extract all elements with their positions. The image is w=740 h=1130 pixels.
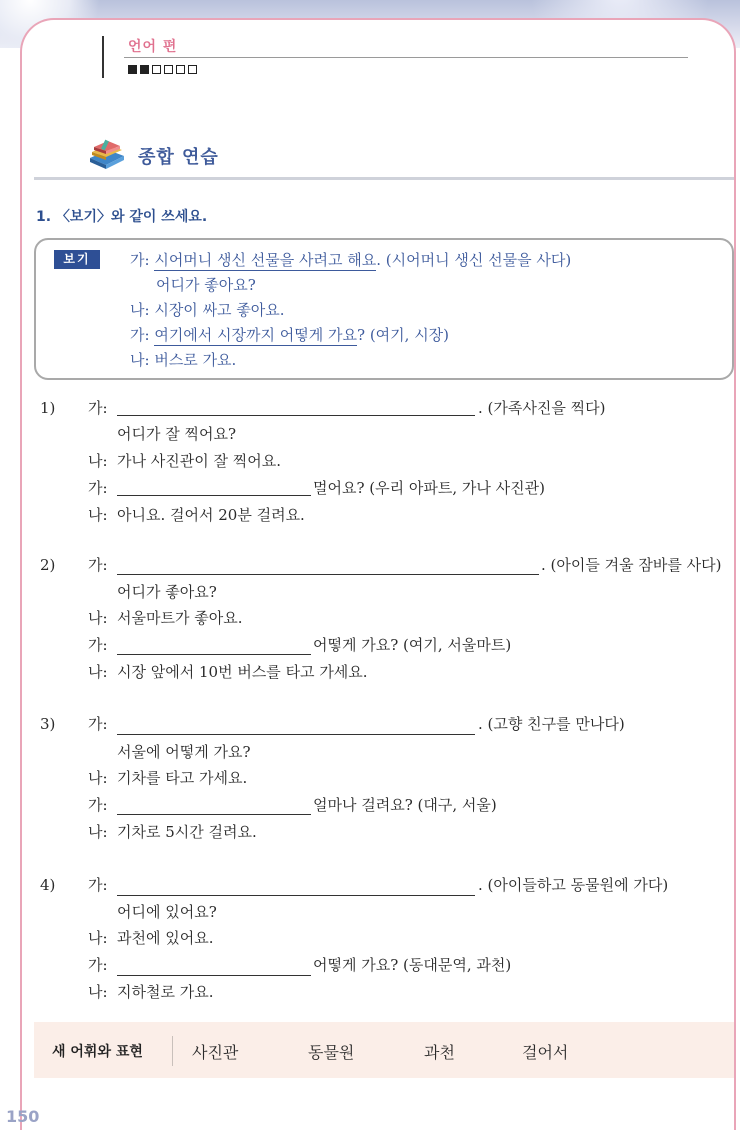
vocab-word: 사진관: [192, 1043, 239, 1062]
progress-square-filled: [128, 65, 137, 74]
example-hint: . (시어머니 생신 선물을 사다): [376, 251, 572, 269]
dialog-line: 기차를 타고 가세요.: [117, 769, 248, 787]
header-rule: [124, 57, 688, 58]
section-label: 언어 편: [128, 39, 178, 55]
vocab-divider: [172, 1036, 173, 1066]
question-prompt: 1. 〈보기〉와 같이 쓰세요.: [36, 209, 208, 225]
vocab-word: 과천: [424, 1043, 455, 1062]
exercise-number: 3): [40, 715, 56, 733]
speaker-label: 나:: [88, 983, 108, 1001]
speaker-label: 나:: [88, 769, 108, 787]
section-title: 종합 연습: [138, 147, 219, 168]
example-line-5: [130, 350, 236, 370]
exercise-number: 1): [40, 399, 56, 417]
dialog-line: 아니요. 걸어서 20분 걸려요.: [117, 506, 305, 524]
progress-squares: [128, 65, 197, 74]
hint-text: 어떻게 가요? (여기, 서울마트): [313, 636, 512, 654]
answer-blank[interactable]: [117, 975, 311, 976]
example-line-2: [156, 275, 256, 295]
answer-blank[interactable]: [117, 734, 475, 735]
example-speaker: 나:: [130, 301, 150, 319]
header-divider: [102, 36, 104, 78]
speaker-label: 가:: [88, 796, 108, 814]
answer-blank[interactable]: [117, 814, 311, 815]
example-text: 버스로 가요.: [154, 351, 237, 369]
speaker-label: 가:: [88, 479, 108, 497]
speaker-label: 가:: [88, 956, 108, 974]
vocab-word: 동물원: [308, 1043, 355, 1062]
dialog-line: 시장 앞에서 10번 버스를 타고 가세요.: [117, 663, 368, 681]
speaker-label: 나:: [88, 823, 108, 841]
hint-text: 얼마나 걸려요? (대구, 서울): [313, 796, 497, 814]
answer-blank[interactable]: [117, 574, 539, 575]
speaker-label: 가:: [88, 556, 108, 574]
speaker-label: 가:: [88, 715, 108, 733]
progress-square-filled: [140, 65, 149, 74]
speaker-label: 가:: [88, 876, 108, 894]
example-speaker: 가:: [130, 326, 150, 344]
progress-square-empty: [176, 65, 185, 74]
progress-square-empty: [164, 65, 173, 74]
answer-blank[interactable]: [117, 895, 475, 896]
speaker-label: 가:: [88, 399, 108, 417]
answer-blank[interactable]: [117, 415, 475, 416]
dialog-line: 서울에 어떻게 가요?: [117, 743, 251, 761]
example-text: 어디가 좋아요?: [156, 276, 256, 294]
dialog-line: 어디가 좋아요?: [117, 583, 217, 601]
example-speaker: 나:: [130, 351, 150, 369]
hint-text: 멀어요? (우리 아파트, 가나 사진관): [313, 479, 545, 497]
hint-text: . (아이들하고 동물원에 가다): [478, 876, 669, 894]
vocab-word: 걸어서: [522, 1043, 569, 1062]
progress-square-empty: [152, 65, 161, 74]
books-icon: [86, 138, 126, 170]
example-text: 시장이 싸고 좋아요.: [154, 301, 285, 319]
page-number: 150: [6, 1107, 40, 1126]
hint-text: . (가족사진을 찍다): [478, 399, 606, 417]
dialog-line: 가나 사진관이 잘 찍어요.: [117, 452, 281, 470]
dialog-line: 지하철로 가요.: [117, 983, 214, 1001]
speaker-label: 나:: [88, 506, 108, 524]
speaker-label: 가:: [88, 636, 108, 654]
hint-text: 어떻게 가요? (동대문역, 과천): [313, 956, 512, 974]
dialog-line: 과천에 있어요.: [117, 929, 214, 947]
dialog-line: 어디가 잘 찍어요?: [117, 425, 237, 443]
example-tag: 보기: [54, 250, 100, 269]
example-answer: 여기에서 시장까지 어떻게 가요: [154, 326, 358, 344]
example-speaker: 가:: [130, 251, 150, 269]
speaker-label: 나:: [88, 452, 108, 470]
speaker-label: 나:: [88, 929, 108, 947]
speaker-label: 나:: [88, 663, 108, 681]
speaker-label: 나:: [88, 609, 108, 627]
example-answer: 시어머니 생신 선물을 사려고 해요: [154, 251, 377, 269]
answer-blank[interactable]: [117, 495, 311, 496]
example-hint: ? (여기, 시장): [357, 326, 450, 344]
hint-text: . (아이들 겨울 잠바를 사다): [541, 556, 722, 574]
example-line-1: [130, 250, 571, 270]
dialog-line: 어디에 있어요?: [117, 903, 217, 921]
exercise-number: 4): [40, 876, 56, 894]
exercise-number: 2): [40, 556, 56, 574]
vocab-heading: 새 어휘와 표현: [52, 1044, 143, 1060]
example-line-3: [130, 300, 285, 320]
progress-square-empty: [188, 65, 197, 74]
example-line-4: [130, 325, 449, 345]
dialog-line: 기차로 5시간 걸려요.: [117, 823, 257, 841]
dialog-line: 서울마트가 좋아요.: [117, 609, 243, 627]
answer-blank[interactable]: [117, 654, 311, 655]
hint-text: . (고향 친구를 만나다): [478, 715, 625, 733]
section-rule: [34, 177, 734, 180]
